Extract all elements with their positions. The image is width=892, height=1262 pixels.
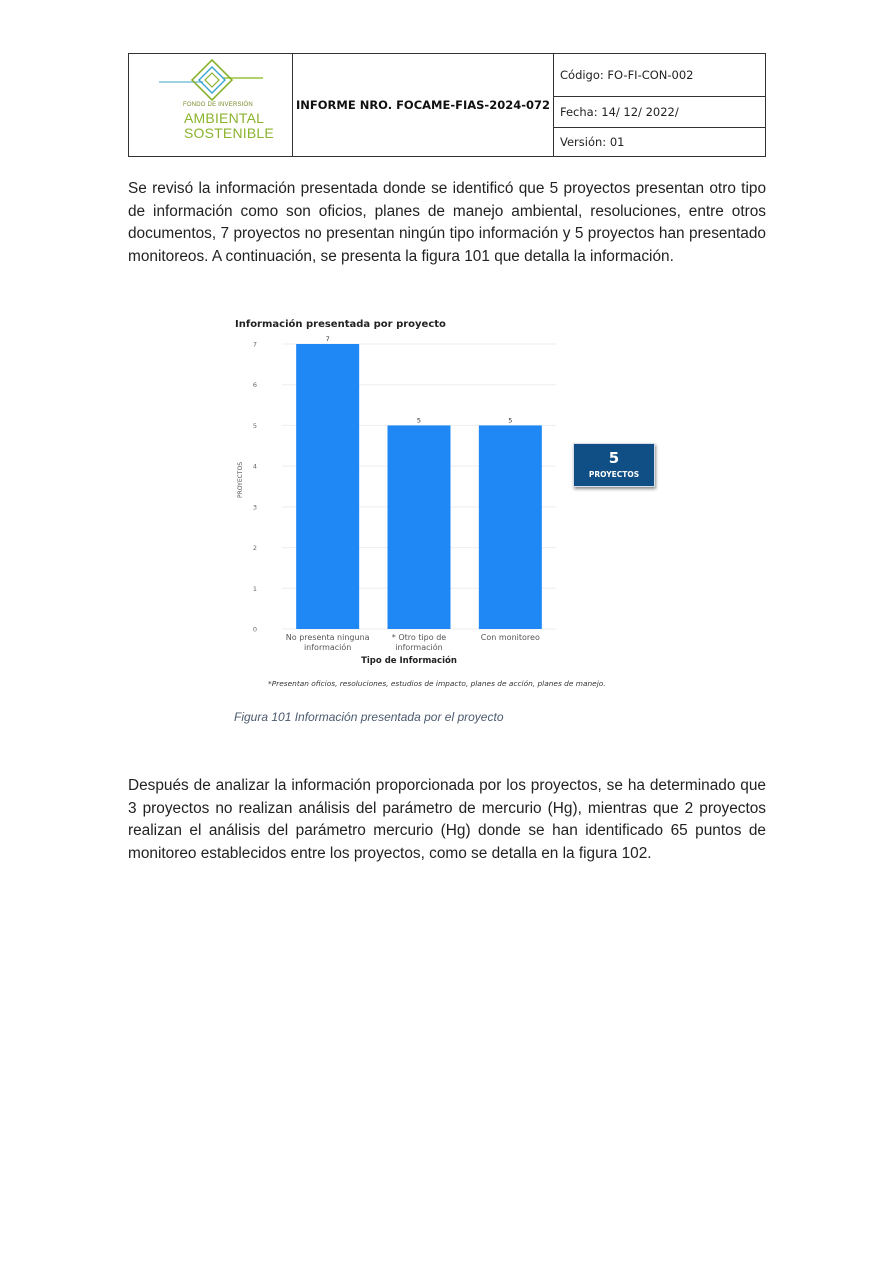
- bar-value-label: 7: [325, 335, 330, 343]
- document-code: Código: FO-FI-CON-002: [560, 68, 694, 82]
- x-category-label: información: [395, 643, 443, 652]
- y-tick-label: 7: [252, 340, 258, 349]
- bar-value-label: 5: [508, 416, 513, 425]
- x-category-label: No presenta ninguna: [285, 633, 370, 642]
- y-tick-label: 0: [252, 625, 258, 634]
- kpi-value: 5: [608, 449, 620, 467]
- y-axis-title: PROYECTOS: [237, 461, 244, 499]
- y-tick-label: 1: [252, 584, 258, 593]
- x-axis-title: Tipo de Información: [361, 656, 457, 666]
- y-tick-label: 4: [252, 462, 258, 471]
- report-title: INFORME NRO. FOCAME-FIAS-2024-072: [293, 54, 554, 156]
- y-tick-label: 6: [252, 381, 258, 390]
- figure-caption: Figura 101 Información presentada por el proyecto: [234, 710, 504, 724]
- chart-bars: [296, 344, 542, 629]
- paragraph-1: Se revisó la información presentada donde se identificó que 5 proyectos presentan otro tipo de información como son oficios, planes de manejo ambiental, resoluciones, entre otros documentos, 7 proyectos no presentan ningún tipo información y 5 proyectos han presentado monitoreos. A continuación, se presenta la figura 101 que detalla la información.: [128, 180, 766, 265]
- kpi-card: [573, 443, 655, 487]
- logo-text-line2: SOSTENIBLE: [184, 125, 274, 141]
- y-tick-label: 5: [252, 421, 258, 430]
- chart-title: Información presentada por proyecto: [235, 319, 446, 330]
- bar: [296, 344, 359, 629]
- document-version: Versión: 01: [554, 127, 765, 156]
- bar: [388, 425, 451, 629]
- y-axis-ticks: [253, 341, 257, 634]
- x-category-label: Con monitoreo: [480, 633, 540, 642]
- bar-value-label: 5: [416, 416, 422, 425]
- chart-footnote: *Presentan oficios, resoluciones, estudios de impacto, planes de acción, planes de manejo.: [268, 679, 606, 688]
- bar: [479, 425, 542, 629]
- y-tick-label: 2: [252, 544, 258, 553]
- x-category-label: * Otro tipo de: [391, 633, 447, 642]
- paragraph-2: Después de analizar la información proporcionada por los proyectos, se ha determinado que 3 proyectos no realizan análisis del parámetro de mercurio (Hg), mientras que 2 proyectos realizan el análisis del parámetro mercurio (Hg) donde se han identificado 65 puntos de monitoreo establecidos entre los proyectos, como se detalla en la figura 102.: [128, 777, 766, 862]
- kpi-label: PROYECTOS: [588, 470, 640, 479]
- logo-text-line1: AMBIENTAL: [184, 110, 265, 126]
- document-date: Fecha: 14/ 12/ 2022/: [554, 96, 765, 127]
- x-axis-categories: [286, 633, 540, 652]
- logo-text-small: FONDO DE INVERSIÓN: [183, 102, 253, 108]
- y-tick-label: 3: [252, 503, 258, 512]
- x-category-label: información: [303, 643, 352, 652]
